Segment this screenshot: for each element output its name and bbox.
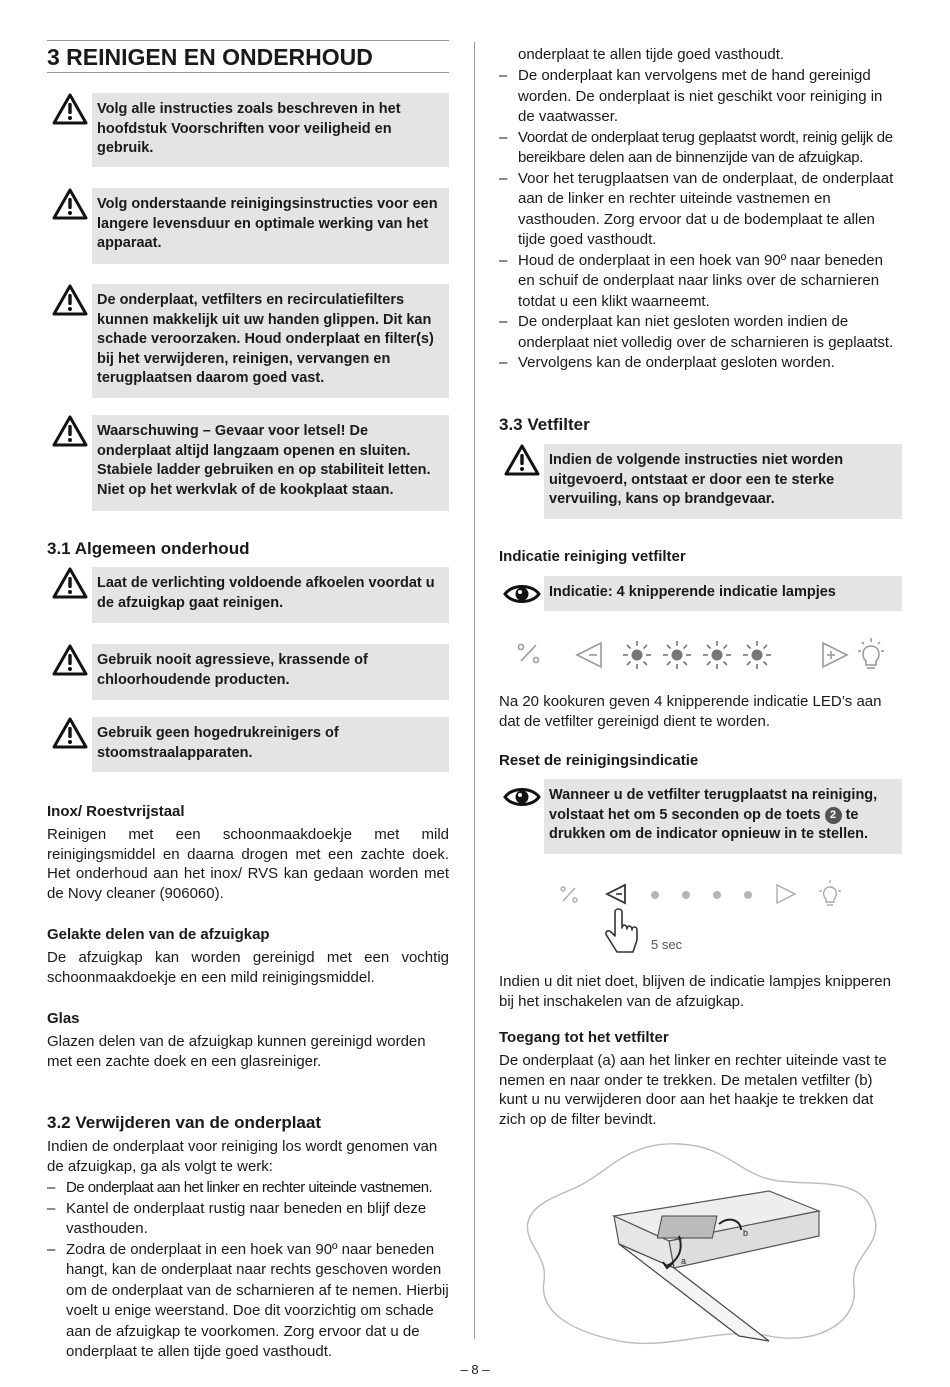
led-icon xyxy=(743,641,771,669)
pointing-hand-icon xyxy=(606,909,637,952)
timer-label: 5 sec xyxy=(651,937,683,952)
section-heading: 3.2 Verwijderen van de onderplaat xyxy=(47,1113,321,1132)
section-heading: 3.1 Algemeen onderhoud xyxy=(47,539,250,558)
paragraph: Indien u dit niet doet, blijven de indicatie lampjes knipperen bij het inschakelen van de afzuigkap. xyxy=(499,973,891,1010)
paragraph: De afzuigkap kan worden gereinigd met een vochtig schoonmaakdoekje en een mild reinigingsmiddel. xyxy=(47,949,449,986)
subsection-heading: Toegang tot het vetfilter xyxy=(499,1029,669,1046)
list-item: – De onderplaat aan het linker en rechter uiteinde vastnemen. xyxy=(47,1178,449,1199)
label-b: b xyxy=(743,1228,749,1238)
subsection-heading: Reset de reinigingsindicatie xyxy=(499,752,699,769)
section-heading: 3.3 Vetfilter xyxy=(499,415,590,434)
reset-text: Wanneer u de vetfilter terugplaatst na reiniging, volstaat het om 5 seconden op de toets 2 te drukken om de indicator opnieuw in te stellen. xyxy=(544,779,902,854)
steps-list xyxy=(499,66,902,374)
warning-triangle-icon xyxy=(504,444,540,476)
subsection-heading: Inox/ Roestvrijstaal xyxy=(47,803,185,820)
warning-text: De onderplaat, vetfilters en recirculatiefilters kunnen makkelijk uit uw handen glippen. Dit kan schade veroorzaken. Houd onderplaat en filter(s) bij het verwijderen, reinigen, vervangen en terugplaatsen daarom goed vast. xyxy=(92,284,449,398)
led-icon xyxy=(663,641,691,669)
led-icon xyxy=(623,641,651,669)
warning-text: Volg onderstaande reinigingsinstructies voor een langere levensduur en optimale werking van het apparaat. xyxy=(92,188,449,264)
warning-triangle-icon xyxy=(52,415,88,447)
list-item: – De onderplaat kan niet gesloten worden indien de onderplaat niet volledig over de scharnieren is geplaatst. xyxy=(499,312,902,353)
subsection-heading: Gelakte delen van de afzuigkap xyxy=(47,926,270,943)
paragraph: Glazen delen van de afzuigkap kunnen gereinigd worden met een zachte doek en een glasreiniger. xyxy=(47,1033,426,1070)
bulb-icon xyxy=(858,638,884,668)
list-item: – Voordat de onderplaat terug geplaatst wordt, reinig gelijk de bereikbare delen aan de binnenzijde van de afzuigkap. xyxy=(499,128,902,169)
warning-triangle-icon xyxy=(52,717,88,749)
warning-text: Gebruik geen hogedrukreinigers of stoomstraalapparaten. xyxy=(92,717,449,772)
list-continuation: onderplaat te allen tijde goed vasthoudt. xyxy=(518,46,785,63)
subsection-heading: Indicatie reiniging vetfilter xyxy=(499,548,686,565)
warning-triangle-icon xyxy=(52,93,88,125)
bulb-icon xyxy=(819,880,841,905)
control-panel-reset xyxy=(539,876,859,961)
list-item: – De onderplaat kan vervolgens met de hand gereinigd worden. De onderplaat is niet geschikt voor reiniging in de vaatwasser. xyxy=(499,66,902,128)
page-number: – 8 – xyxy=(460,1362,490,1377)
label-a: a xyxy=(681,1256,687,1266)
filter-access-illustration xyxy=(519,1136,889,1351)
triangle-right-icon xyxy=(777,885,795,903)
warning-triangle-icon xyxy=(52,567,88,599)
list-item: – Houd de onderplaat in een hoek van 90º naar beneden en schuif de onderplaat naar links over de scharnieren totdat u een klikt waarneemt. xyxy=(499,251,902,313)
warning-triangle-icon xyxy=(52,644,88,676)
paragraph: De onderplaat (a) aan het linker en rechter uiteinde vast te nemen en naar onder te trekken. De metalen vetfilter (b) kunt u nu verwijderen door aan het haakje te trekken dat zich op de filter bevindt. xyxy=(499,1052,887,1128)
list-item: – Zodra de onderplaat in een hoek van 90º naar beneden hangt, kan de onderplaat naar rechts geschoven worden om de onderplaat van de scharnieren af te nemen. Hierbij voelt u enige weerstand. Doe dit voorzichtig om schade aan de afzuigkap te voorkomen. Zorg ervoor dat u de onderplaat te allen tijde goed vasthoudt. xyxy=(47,1240,449,1343)
percent-icon xyxy=(519,645,539,663)
led-icon xyxy=(713,891,721,899)
warning-text: Laat de verlichting voldoende afkoelen voordat u de afzuigkap gaat reinigen. xyxy=(92,567,449,623)
led-icon xyxy=(682,891,690,899)
paragraph: Na 20 kookuren geven 4 knipperende indicatie LED’s aan dat de vetfilter gereinigd dient te worden. xyxy=(499,693,882,730)
list-item: – Vervolgens kan de onderplaat gesloten worden. xyxy=(499,353,902,374)
warning-triangle-icon xyxy=(52,284,88,316)
indication-text: Indicatie: 4 knipperende indicatie lampjes xyxy=(544,576,902,611)
led-icon xyxy=(703,641,731,669)
led-icon xyxy=(651,891,659,899)
paragraph: Reinigen met een schoonmaakdoekje met mild reinigingsmiddel en daarna drogen met een zachte doek. Het onderhoud aan het inox/ RVS kan gedaan worden met de Novy cleaner (906060). xyxy=(47,826,449,902)
eye-icon xyxy=(503,582,541,606)
warning-text: Gebruik nooit agressieve, krassende of chloorhoudende producten. xyxy=(92,644,449,700)
list-item: – Kantel de onderplaat rustig naar beneden en blijf deze vasthouden. xyxy=(47,1199,449,1240)
button-2-badge: 2 xyxy=(825,807,842,824)
warning-triangle-icon xyxy=(52,188,88,220)
led-icon xyxy=(744,891,752,899)
percent-icon xyxy=(561,887,577,902)
subsection-heading: Glas xyxy=(47,1010,80,1027)
control-panel-blinking xyxy=(499,633,902,677)
paragraph: Indien de onderplaat voor reiniging los wordt genomen van de afzuigkap, ga als volgt te werk: xyxy=(47,1138,438,1175)
warning-text: Waarschuwing – Gevaar voor letsel! De onderplaat altijd langzaam openen en sluiten. Stabiele ladder gebruiken en op stabiliteit letten. Niet op het werkvlak of de kookplaat staan. xyxy=(92,415,449,511)
steps-list xyxy=(47,1178,449,1360)
list-item: – Voor het terugplaatsen van de onderplaat, de onderplaat aan de linker en rechter uiteinde vastnemen en vasthouden. Zorg ervoor dat u de bodemplaat te allen tijde goed vasthoudt. xyxy=(499,169,902,251)
eye-icon xyxy=(503,785,541,809)
warning-text: Indien de volgende instructies niet worden uitgevoerd, ontstaat er door een te sterke vervuiling, kans op brandgevaar. xyxy=(544,444,902,519)
column-divider xyxy=(474,42,475,1339)
page-title: 3 REINIGEN EN ONDERHOUD xyxy=(47,40,449,73)
warning-text: Volg alle instructies zoals beschreven in het hoofdstuk Voorschriften voor veiligheid en gebruik. xyxy=(92,93,449,167)
